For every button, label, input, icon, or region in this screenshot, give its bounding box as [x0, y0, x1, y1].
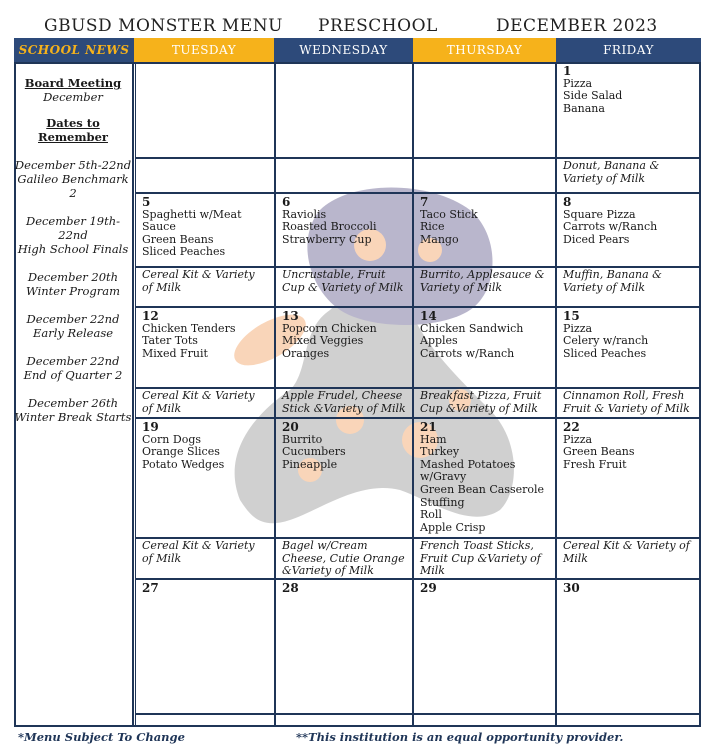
lunch-item: Side Salad — [563, 89, 623, 103]
lunch-item: Green Beans — [142, 232, 214, 246]
column-header-row — [14, 38, 701, 62]
day-number: 20 — [282, 420, 299, 434]
news-item-event: Winter Program — [25, 284, 121, 298]
school-news-column — [14, 62, 134, 727]
day-cell-fri — [556, 579, 701, 714]
day-number: 29 — [420, 581, 437, 595]
breakfast-cell-tue: Cereal Kit & Variety of Milk — [135, 267, 275, 307]
lunch-item: Mango — [420, 232, 459, 246]
lunch-item: Sliced Peaches — [142, 245, 226, 259]
day-cell-tue — [135, 193, 275, 267]
breakfast-cell-wed: Bagel w/Cream Cheese, Cutie Orange &Variety of Milk — [275, 538, 413, 579]
breakfast-cell-fri — [556, 714, 701, 727]
lunch-item: Pizza — [563, 76, 593, 90]
lunch-item: Sliced Peaches — [563, 346, 647, 360]
day-cell-tue — [135, 307, 275, 388]
lunch-item: Burrito — [282, 432, 323, 446]
day-cell-wed — [275, 579, 413, 714]
lunch-item: Apple Crisp — [420, 520, 486, 534]
column-header-friday: FRIDAY — [556, 38, 701, 62]
day-cell-thu — [413, 307, 556, 388]
column-header-school-news: SCHOOL NEWS — [14, 38, 134, 62]
day-number: 5 — [142, 195, 151, 209]
news-item-date: December 26th — [27, 396, 119, 410]
lunch-item: Stuffing — [420, 495, 465, 509]
day-number: 19 — [142, 420, 159, 434]
news-item-event: End of Quarter 2 — [23, 368, 123, 382]
lunch-item: Strawberry Cup — [282, 232, 372, 246]
breakfast-cell-wed: Uncrustable, Fruit Cup & Variety of Milk — [275, 267, 413, 307]
day-cell-thu — [413, 579, 556, 714]
news-item-event: Galileo Benchmark 2 — [17, 172, 129, 200]
day-number: 1 — [563, 64, 572, 78]
lunch-item: Popcorn Chicken — [282, 321, 377, 335]
day-number: 21 — [420, 420, 437, 434]
day-cell-thu — [413, 62, 556, 158]
lunch-item: Pizza — [563, 432, 593, 446]
lunch-item: Chicken Sandwich — [420, 321, 524, 335]
lunch-item: Green Bean Casserole — [420, 482, 545, 496]
lunch-item: Raviolis — [282, 207, 327, 221]
lunch-item: Mixed Fruit — [142, 346, 208, 360]
lunch-item: Celery w/ranch — [563, 334, 649, 348]
lunch-item: Potato Wedges — [142, 457, 225, 471]
column-header-tuesday: TUESDAY — [134, 38, 274, 62]
day-cell-tue — [135, 418, 275, 538]
day-cell-thu — [413, 418, 556, 538]
lunch-item: Taco Stick — [420, 207, 478, 221]
lunch-item: Mashed Potatoes w/Gravy — [420, 457, 516, 484]
lunch-item: Carrots w/Ranch — [563, 220, 658, 234]
board-meeting-month: December — [43, 90, 103, 104]
breakfast-cell-fri: Donut, Banana & Variety of Milk — [556, 158, 701, 193]
lunch-item: Roasted Broccoli — [282, 220, 377, 234]
day-cell-tue — [135, 579, 275, 714]
day-cell-thu — [413, 193, 556, 267]
lunch-item: Corn Dogs — [142, 432, 202, 446]
news-item-event: Winter Break Starts — [14, 410, 132, 424]
lunch-item: Pineapple — [282, 457, 338, 471]
day-cell-fri — [556, 307, 701, 388]
column-header-thursday: THURSDAY — [413, 38, 556, 62]
day-number: 27 — [142, 581, 159, 595]
lunch-item: Apples — [420, 334, 458, 348]
lunch-item: Diced Pears — [563, 232, 630, 246]
breakfast-cell-tue: Cereal Kit & Variety of Milk — [135, 538, 275, 579]
news-item-date: December 22nd — [26, 354, 120, 368]
breakfast-cell-thu: Burrito, Applesauce & Variety of Milk — [413, 267, 556, 307]
lunch-item: Spaghetti w/Meat Sauce — [142, 207, 242, 234]
breakfast-cell-wed: Apple Frudel, Cheese Stick &Variety of Milk — [275, 388, 413, 418]
news-item-event: Early Release — [32, 326, 114, 340]
day-number: 22 — [563, 420, 580, 434]
column-header-wednesday: WEDNESDAY — [274, 38, 413, 62]
day-number: 6 — [282, 195, 291, 209]
news-item-date: December 20th — [27, 270, 119, 284]
equal-opportunity-notice: **This institution is an equal opportunity provider. — [296, 730, 624, 744]
day-cell-fri — [556, 62, 701, 158]
breakfast-cell-thu — [413, 158, 556, 193]
lunch-item: Roll — [420, 508, 442, 522]
news-item-date: December 5th-22nd — [14, 158, 132, 172]
day-cell-tue — [135, 62, 275, 158]
lunch-item: Mixed Veggies — [282, 334, 364, 348]
lunch-item: Carrots w/Ranch — [420, 346, 515, 360]
news-item-date: December 19th-22nd — [25, 214, 121, 242]
breakfast-cell-tue — [135, 714, 275, 727]
day-cell-wed — [275, 62, 413, 158]
day-number: 12 — [142, 309, 159, 323]
lunch-item: Banana — [563, 101, 605, 115]
day-number: 7 — [420, 195, 429, 209]
breakfast-cell-fri: Cereal Kit & Variety of Milk — [556, 538, 701, 579]
day-number: 15 — [563, 309, 580, 323]
day-number: 13 — [282, 309, 299, 323]
lunch-item: Pizza — [563, 321, 593, 335]
dates-to-remember-heading: Dates to Remember — [38, 116, 108, 144]
lunch-item: Green Beans — [563, 445, 635, 459]
day-number: 28 — [282, 581, 299, 595]
month-title: DECEMBER 2023 — [496, 16, 658, 36]
day-cell-wed — [275, 193, 413, 267]
breakfast-cell-wed — [275, 714, 413, 727]
breakfast-cell-wed — [275, 158, 413, 193]
lunch-item: Tater Tots — [142, 334, 198, 348]
breakfast-cell-fri: Muffin, Banana & Variety of Milk — [556, 267, 701, 307]
menu-disclaimer: *Menu Subject To Change — [18, 730, 185, 744]
program-title: PRESCHOOL — [318, 16, 438, 36]
breakfast-cell-thu — [413, 714, 556, 727]
day-number: 30 — [563, 581, 580, 595]
breakfast-cell-thu: French Toast Sticks, Fruit Cup &Variety of Milk — [413, 538, 556, 579]
lunch-item: Turkey — [420, 445, 460, 459]
day-cell-fri — [556, 418, 701, 538]
news-item-date: December 22nd — [26, 312, 120, 326]
lunch-item: Rice — [420, 220, 445, 234]
day-number: 8 — [563, 195, 572, 209]
day-cell-wed — [275, 307, 413, 388]
lunch-item: Cucumbers — [282, 445, 346, 459]
breakfast-cell-tue — [135, 158, 275, 193]
day-cell-fri — [556, 193, 701, 267]
lunch-item: Chicken Tenders — [142, 321, 236, 335]
menu-title: GBUSD MONSTER MENU — [44, 16, 283, 36]
breakfast-cell-tue: Cereal Kit & Variety of Milk — [135, 388, 275, 418]
lunch-item: Oranges — [282, 346, 330, 360]
news-item-event: High School Finals — [17, 242, 129, 256]
lunch-item: Orange Slices — [142, 445, 220, 459]
lunch-item: Square Pizza — [563, 207, 636, 221]
lunch-item: Fresh Fruit — [563, 457, 627, 471]
board-meeting-heading: Board Meeting — [24, 76, 122, 90]
day-number: 14 — [420, 309, 437, 323]
lunch-item: Ham — [420, 432, 447, 446]
breakfast-cell-fri: Cinnamon Roll, Fresh Fruit & Variety of Milk — [556, 388, 701, 418]
breakfast-cell-thu: Breakfast Pizza, Fruit Cup &Variety of Milk — [413, 388, 556, 418]
day-cell-wed — [275, 418, 413, 538]
